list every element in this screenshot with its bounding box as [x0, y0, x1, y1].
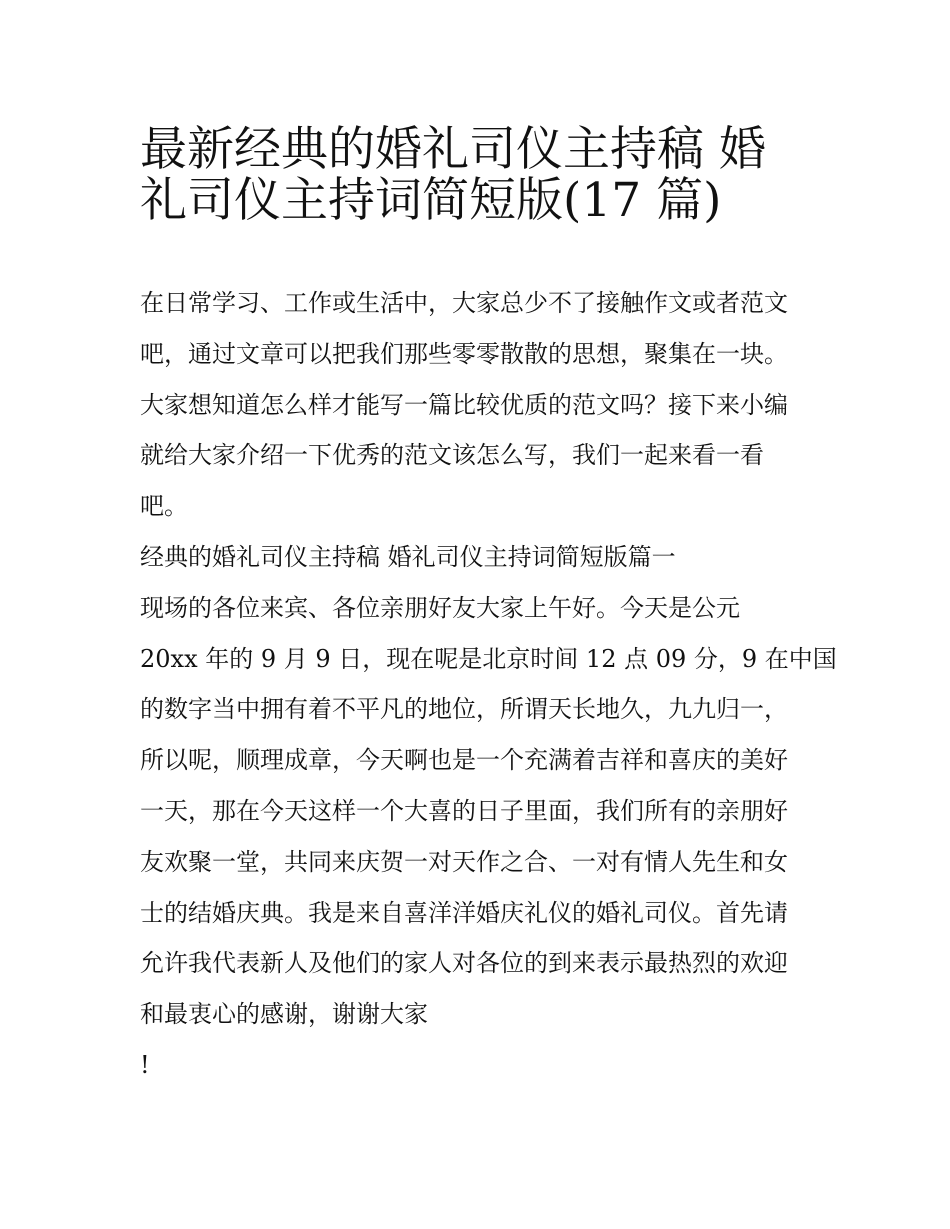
document-title: [140, 112, 820, 228]
paragraph-line: 的数字当中拥有着不平凡的地位，所谓天长地久，九九归一，: [140, 695, 788, 724]
paragraph-line: 友欢聚一堂，共同来庆贺一对天作之合、一对有情人先生和女: [140, 847, 788, 876]
paragraph-line: 20xx 年的 9 月 9 日，现在呢是北京时间 12 点 09 分，9 在中国: [140, 644, 837, 673]
paragraph-line: 吧，通过文章可以把我们那些零零散散的思想，聚集在一块。: [140, 339, 788, 368]
paragraph-line: 一天，那在今天这样一个大喜的日子里面，我们所有的亲朋好: [140, 796, 788, 825]
section-heading: 经典的婚礼司仪主持稿 婚礼司仪主持词简短版篇一: [140, 542, 676, 571]
paragraph-line: 在日常学习、工作或生活中，大家总少不了接触作文或者范文: [140, 289, 788, 317]
paragraph-line: 所以呢，顺理成章，今天啊也是一个充满着吉祥和喜庆的美好: [140, 746, 788, 775]
paragraph-line: !: [140, 1050, 150, 1079]
paragraph-line: 允许我代表新人及他们的家人对各位的到来表示最热烈的欢迎: [140, 949, 788, 978]
paragraph-line: 和最衷心的感谢，谢谢大家: [140, 1000, 428, 1029]
title-line-1: 最新经典的婚礼司仪主持稿 婚: [140, 122, 766, 177]
paragraph-line: 就给大家介绍一下优秀的范文该怎么写，我们一起来看一看: [140, 441, 764, 470]
title-line-2: 礼司仪主持词简短版(17 篇): [140, 172, 722, 228]
paragraph-line: 大家想知道怎么样才能写一篇比较优质的范文吗？接下来小编: [140, 390, 788, 419]
paragraph-line: 士的结婚庆典。我是来自喜洋洋婚庆礼仪的婚礼司仪。首先请: [140, 898, 788, 927]
document-body: [140, 278, 837, 1091]
paragraph-line: 现场的各位来宾、各位亲朋好友大家上午好。今天是公元: [140, 593, 740, 622]
paragraph-line: 吧。: [140, 492, 188, 521]
